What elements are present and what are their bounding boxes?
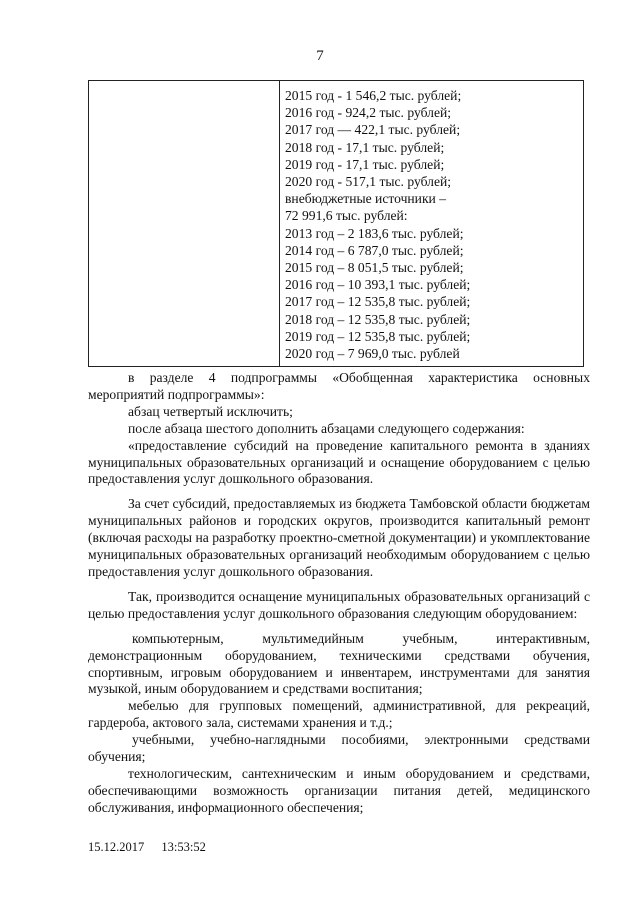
table-line: 2019 год – 12 535,8 тыс. рублей; [285,328,471,344]
paragraph: учебными, учебно-наглядными пособиями, электронными средствами обучения; [88,732,590,765]
table-line: 2018 год – 12 535,8 тыс. рублей; [285,311,471,327]
table-right-cell [285,87,579,362]
footer-time: 13:53:52 [161,840,206,854]
budget-table [88,80,584,367]
table-line: 2017 год – 12 535,8 тыс. рублей; [285,294,471,310]
table-line: 2016 год - 924,2 тыс. рублей; [285,105,452,121]
table-line: 2013 год – 2 183,6 тыс. рублей; [285,225,464,241]
table-line: внебюджетные источники – [285,191,447,207]
table-line: 72 991,6 тыс. рублей: [285,208,408,224]
table-line: 2014 год – 6 787,0 тыс. рублей; [285,242,464,258]
table-line: 2017 год — 422,1 тыс. рублей; [285,122,461,138]
paragraph: технологическим, сантехническим и иным оборудованием и средствами, обеспечивающими возможность организации питания детей, медицинского обслуживания, информационного обеспечения; [88,765,590,815]
footer-timestamp [88,840,206,855]
table-line: 2015 год – 8 051,5 тыс. рублей; [285,260,464,276]
table-line: 2020 год – 7 969,0 тыс. рублей [285,346,460,362]
paragraph: мебелью для групповых помещений, административной, для рекреаций, гардероба, актового зала, системами хранения и т.д.; [88,698,590,731]
table-line: 2018 год - 17,1 тыс. рублей; [285,139,445,155]
table-line: 2015 год - 1 546,2 тыс. рублей; [285,88,462,103]
footer-date: 15.12.2017 [88,840,145,854]
document-body [88,370,590,817]
table-column-divider [279,81,280,366]
paragraph: абзац четвертый исключить; [128,403,293,419]
paragraph: За счет субсидий, предоставляемых из бюджета Тамбовской области бюджетам муниципальных районов и городских округов, производится капитальный ремонт (включая расходы на разработку проектно-сметной документации) и укомплектование муниципальных образовательных организаций необходимым оборудованием с целью предоставления услуг дошкольного образования. [88,496,590,579]
paragraph: в разделе 4 подпрограммы «Обобщенная характеристика основных мероприятий подпрограммы»: [88,370,590,402]
table-line: 2016 год – 10 393,1 тыс. рублей; [285,277,471,293]
table-line: 2019 год - 17,1 тыс. рублей; [285,156,445,172]
page-number: 7 [316,48,324,64]
paragraph: после абзаца шестого дополнить абзацами следующего содержания: [128,420,525,436]
table-line: 2020 год - 517,1 тыс. рублей; [285,174,452,190]
paragraph: «предоставление субсидий на проведение капитального ремонта в зданиях муниципальных образовательных организаций и оснащение оборудованием с целью предоставления услуг дошкольного образования. [88,437,590,487]
paragraph: компьютерным, мультимедийным учебным, интерактивным, демонстрационным оборудованием, техническими средствами обучения, спортивным, игровым оборудованием и инвентарем, инструментами для занятия музыкой, иным оборудованием и средствами воспитания; [88,630,590,697]
paragraph: Так, производится оснащение муниципальных образовательных организаций с целью предоставления услуг дошкольного образования следующим оборудованием: [88,588,590,621]
